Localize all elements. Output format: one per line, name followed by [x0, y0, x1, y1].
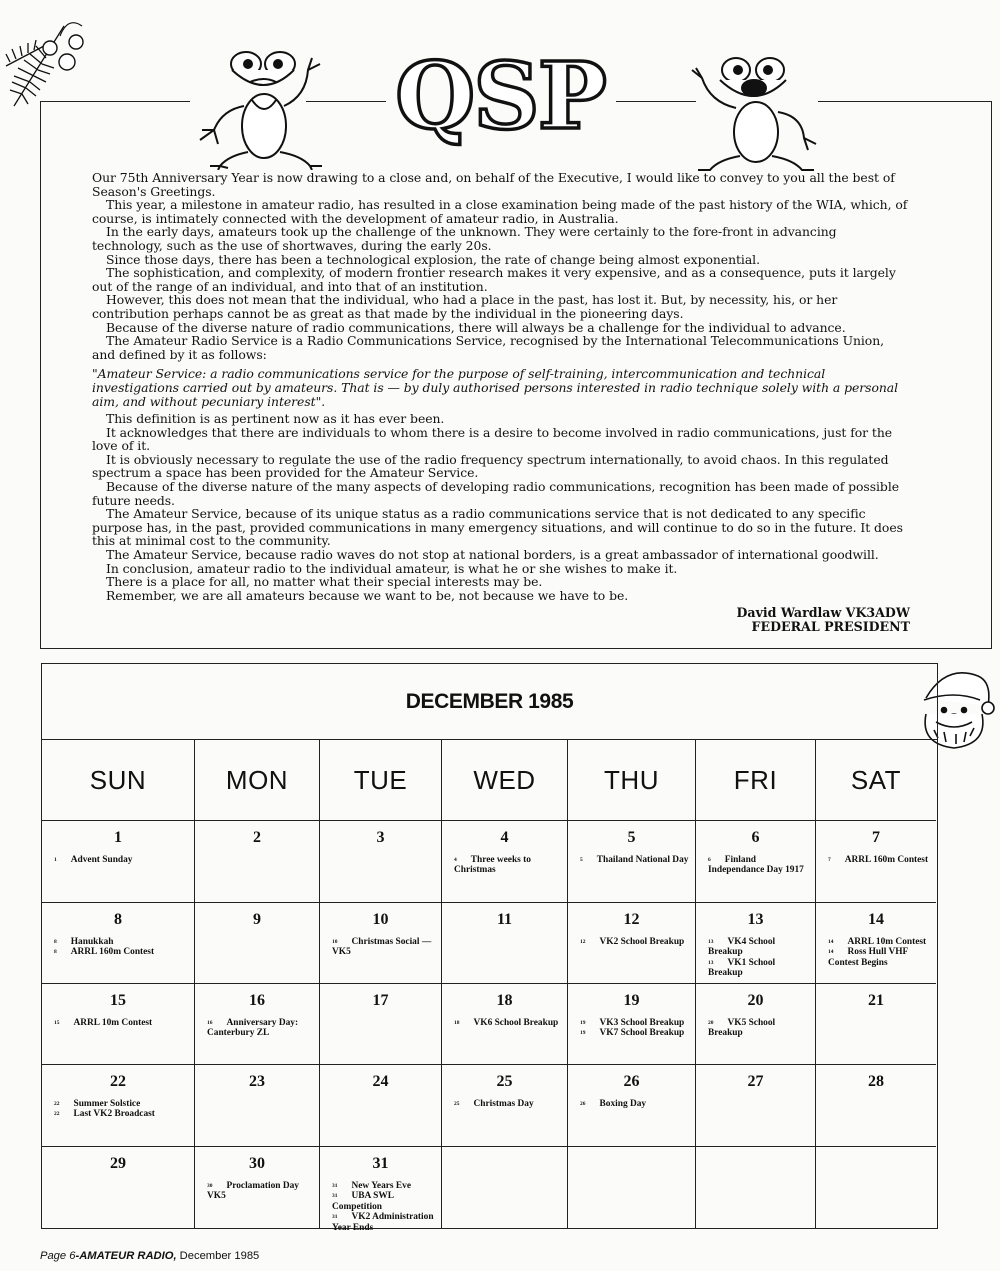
letter-paragraph: It is obviously necessary to regulate the use of the radio frequency spectrum internationally, to avoid chaos. In this regulated spectrum a space has been provided for the Amateur Service.: [92, 451, 889, 481]
event-date-marker: 5: [580, 857, 583, 863]
qsp-logo-text: QSP: [395, 44, 605, 148]
day-number: 23: [249, 1073, 265, 1090]
calendar-event: [580, 1028, 689, 1038]
day-number: 14: [868, 911, 884, 928]
event-date-marker: 19: [580, 1020, 586, 1026]
day-events: [207, 1181, 313, 1202]
calendar-day-cell: [696, 1065, 816, 1147]
letter-paragraph: The Amateur Radio Service is a Radio Communications Service, recognised by the International Telecommunications Union, and defined by it as follows:: [92, 333, 885, 362]
day-events: [828, 855, 930, 865]
event-date-marker: 20: [708, 1020, 714, 1026]
event-label: Finland Independance Day 1917: [708, 855, 804, 876]
day-number: 8: [114, 911, 122, 928]
calendar-day-cell: [320, 1065, 442, 1147]
calendar-event: [54, 947, 188, 957]
day-number: 12: [623, 911, 640, 928]
day-number: 3: [376, 829, 385, 846]
event-date-marker: 18: [454, 1020, 460, 1026]
event-date-marker: 15: [54, 1020, 60, 1026]
calendar-day-cell: [195, 1065, 320, 1147]
event-date-marker: 16: [207, 1020, 213, 1026]
weekday-header: THU: [568, 740, 696, 821]
event-label: ARRL 10m Contest: [847, 937, 927, 947]
signature-name: David Wardlaw VK3ADW: [736, 605, 910, 620]
weekday-header: SUN: [42, 740, 195, 821]
event-date-marker: 8: [54, 939, 57, 945]
event-label: Proclamation Day VK5: [207, 1181, 299, 1202]
signature-block: [736, 606, 910, 635]
calendar-day-cell: [568, 1147, 696, 1228]
event-date-marker: 8: [54, 949, 57, 956]
event-label: VK1 School Breakup: [708, 957, 776, 979]
event-label: VK2 Administration Year Ends: [332, 1212, 434, 1233]
event-date-marker: 4: [454, 857, 457, 863]
event-label: Ross Hull VHF Contest Begins: [828, 947, 908, 968]
calendar-event: [207, 1181, 313, 1202]
calendar-day-cell: [42, 821, 195, 903]
calendar-event: [580, 937, 689, 947]
letter-paragraph: This year, a milestone in amateur radio, has resulted in a close examination being made of the past history of the WIA, which, of course, is intimately connected with the development of amateur radio, in Australia.: [92, 197, 908, 226]
calendar-day-cell: [42, 1065, 195, 1147]
calendar-event: [708, 1018, 809, 1039]
calendar-day-cell: [42, 984, 195, 1065]
calendar-day-cell: [442, 1065, 568, 1147]
event-date-marker: 22: [54, 1111, 60, 1118]
day-number: 30: [249, 1155, 265, 1172]
day-events: [580, 1099, 689, 1109]
day-events: [54, 937, 188, 958]
president-letter: [92, 171, 910, 602]
day-number: 16: [249, 992, 265, 1009]
day-number: 15: [110, 992, 126, 1009]
event-date-marker: 13: [708, 959, 714, 966]
event-date-marker: 26: [580, 1101, 586, 1107]
event-label: Christmas Day: [473, 1099, 534, 1109]
calendar-day-cell: [442, 984, 568, 1065]
letter-paragraph: The sophistication, and complexity, of modern frontier research makes it very expensive, and as a consequence, puts it largely out of the range of an individual, and into that of an institution.: [92, 265, 896, 294]
day-number: 22: [110, 1073, 126, 1090]
event-date-marker: 31: [332, 1193, 338, 1200]
event-label: VK5 School Breakup: [708, 1018, 776, 1039]
day-number: 13: [747, 911, 764, 928]
day-events: [708, 1018, 809, 1039]
day-events: [454, 855, 561, 876]
day-number: 27: [747, 1073, 764, 1090]
day-events: [207, 1018, 313, 1039]
weekday-header: FRI: [696, 740, 816, 821]
holly-decoration-icon: [4, 6, 96, 110]
calendar-event: [54, 1109, 188, 1119]
calendar-day-cell: [442, 903, 568, 984]
calendar-event: [454, 855, 561, 876]
calendar-day-cell: [696, 903, 816, 984]
letter-paragraph: Because of the diverse nature of the many aspects of developing radio communications, recognition has been made of possible future needs.: [92, 479, 900, 508]
event-date-marker: 14: [828, 939, 834, 945]
amateur-service-definition-quote: "Amateur Service: a radio communications service for the purpose of self-training, intercommunication and technical investigations carried out by amateurs. That is — by duly authorised persons interested in radio technique solely with a personal aim, and without pecuniary interest".: [92, 366, 899, 409]
event-label: VK6 School Breakup: [473, 1018, 559, 1028]
event-label: Hanukkah: [70, 937, 114, 947]
calendar-title: DECEMBER 1985: [42, 664, 937, 740]
calendar-day-cell: [568, 903, 696, 984]
calendar-day-cell: [195, 1147, 320, 1228]
event-date-marker: 12: [580, 939, 586, 945]
footer-magazine-name: -AMATEUR RADIO,: [75, 1250, 177, 1262]
calendar-day-cell: [42, 903, 195, 984]
day-events: [708, 855, 809, 876]
calendar-event: [54, 1018, 188, 1028]
event-date-marker: 1: [54, 857, 57, 863]
event-date-marker: 14: [828, 949, 834, 956]
day-number: 11: [496, 911, 513, 928]
event-label: Last VK2 Broadcast: [73, 1109, 155, 1120]
day-events: [54, 1099, 188, 1120]
letter-paragraph: Remember, we are all amateurs because we want to be, not because we have to be.: [106, 587, 629, 603]
event-date-marker: 31: [332, 1183, 338, 1189]
calendar-event: [454, 1018, 561, 1028]
event-label: VK4 School Breakup: [708, 937, 776, 958]
event-label: Christmas Social — VK5: [332, 937, 432, 958]
page-footer: [40, 1250, 259, 1262]
calendar-event: [580, 1018, 689, 1028]
calendar-event: [828, 937, 930, 947]
day-number: 4: [500, 829, 509, 846]
day-number: 17: [372, 992, 389, 1009]
day-number: 20: [747, 992, 764, 1009]
calendar-day-cell: [816, 984, 936, 1065]
calendar-day-cell: [442, 1147, 568, 1228]
calendar-day-cell: [320, 821, 442, 903]
event-label: Boxing Day: [599, 1099, 647, 1109]
day-number: 21: [868, 992, 884, 1009]
calendar-grid: [42, 740, 937, 1233]
day-number: 10: [372, 911, 389, 928]
calendar-event: [580, 1099, 689, 1109]
day-events: [708, 937, 809, 979]
calendar-event: [708, 855, 809, 876]
calendar-event: [708, 958, 809, 979]
day-number: 31: [372, 1155, 389, 1172]
letter-paragraph: It acknowledges that there are individuals to whom there is a desire to become involved in radio communications, just for the love of it.: [92, 424, 893, 454]
letter-paragraph: Because of the diverse nature of radio communications, there will always be a challenge for the individual to advance.: [106, 319, 846, 335]
event-label: Thailand National Day: [596, 855, 689, 865]
letter-paragraph: Since those days, there has been a technological explosion, the rate of change being almost exponential.: [106, 251, 760, 267]
calendar-day-cell: [195, 984, 320, 1065]
event-label: ARRL 160m Contest: [70, 947, 155, 958]
letter-paragraph: There is a place for all, no matter what their special interests may be.: [106, 574, 543, 590]
event-date-marker: 25: [454, 1101, 460, 1107]
letter-paragraph: However, this does not mean that the individual, who had a place in the past, has lost it. But, by necessity, his, or her contribution perhaps cannot be as great as that made by the individual in the pioneering days.: [92, 292, 838, 321]
calendar-event: [332, 937, 435, 958]
event-label: ARRL 10m Contest: [73, 1018, 153, 1028]
day-number: 1: [114, 829, 122, 846]
calendar-day-cell: [442, 821, 568, 903]
calendar-event: [828, 947, 930, 968]
footer-issue-date: December 1985: [176, 1250, 260, 1262]
calendar-event: [332, 1181, 435, 1191]
day-number: 7: [872, 829, 880, 846]
event-label: UBA SWL Competition: [332, 1191, 394, 1212]
december-calendar: [41, 663, 938, 1233]
day-events: [332, 937, 435, 958]
day-number: 2: [253, 829, 261, 846]
weekday-header: MON: [195, 740, 320, 821]
calendar-event: [828, 855, 930, 865]
calendar-event: [54, 937, 188, 947]
calendar-day-cell: [816, 1147, 936, 1228]
event-date-marker: 22: [54, 1101, 60, 1107]
calendar-day-cell: [696, 1147, 816, 1228]
letter-paragraph: The Amateur Service, because radio waves do not stop at national borders, is a great ambassador of international goodwill.: [106, 547, 879, 563]
calendar-event: [332, 1191, 435, 1212]
calendar-day-cell: [816, 821, 936, 903]
event-label: New Years Eve: [351, 1181, 412, 1191]
calendar-event: [454, 1099, 561, 1109]
calendar-event: [54, 1099, 188, 1109]
day-events: [580, 937, 689, 947]
event-label: VK2 School Breakup: [599, 937, 685, 947]
day-number: 6: [751, 829, 760, 846]
signature-title: FEDERAL PRESIDENT: [751, 619, 910, 635]
event-label: Advent Sunday: [70, 855, 133, 865]
day-events: [454, 1018, 561, 1028]
calendar-event: [580, 855, 689, 865]
day-number: 5: [627, 829, 636, 846]
weekday-header: TUE: [320, 740, 442, 821]
calendar-day-cell: [320, 984, 442, 1065]
calendar-day-cell: [696, 984, 816, 1065]
day-number: 26: [623, 1073, 640, 1090]
event-date-marker: 6: [708, 857, 711, 863]
event-date-marker: 30: [207, 1183, 213, 1189]
calendar-event: [332, 1212, 435, 1233]
event-date-marker: 19: [580, 1030, 586, 1037]
event-date-marker: 10: [332, 939, 338, 945]
calendar-day-cell: [568, 821, 696, 903]
letter-paragraph: In conclusion, amateur radio to the individual amateur, is what he or she wishes to make it.: [106, 560, 678, 576]
calendar-day-cell: [696, 821, 816, 903]
day-events: [454, 1099, 561, 1109]
letter-paragraph: In the early days, amateurs took up the challenge of the unknown. They were certainly to the fore-front in advancing technology, such as the use of shortwaves, during the early 20s.: [92, 224, 837, 253]
day-events: [580, 855, 689, 865]
day-events: [828, 937, 930, 968]
day-number: 18: [496, 992, 513, 1009]
day-number: 28: [868, 1073, 884, 1090]
day-number: 19: [623, 992, 640, 1009]
event-label: Three weeks to Christmas: [454, 855, 531, 876]
calendar-day-cell: [816, 1065, 936, 1147]
calendar-day-cell: [816, 903, 936, 984]
event-label: VK3 School Breakup: [599, 1018, 685, 1028]
weekday-header: SAT: [816, 740, 936, 821]
event-date-marker: 7: [828, 857, 831, 863]
day-events: [332, 1181, 435, 1233]
day-number: 29: [110, 1155, 126, 1172]
calendar-day-cell: [320, 903, 442, 984]
event-label: ARRL 160m Contest: [844, 855, 929, 865]
footer-page-number: Page 6: [40, 1250, 76, 1262]
letter-paragraph: This definition is as pertinent now as it has ever been.: [106, 411, 445, 427]
calendar-day-cell: [195, 821, 320, 903]
day-number: 25: [496, 1073, 513, 1090]
calendar-day-cell: [568, 1065, 696, 1147]
calendar-event: [54, 855, 188, 865]
calendar-event: [207, 1018, 313, 1039]
weekday-header: WED: [442, 740, 568, 821]
letter-paragraph: Our 75th Anniversary Year is now drawing to a close and, on behalf of the Executive, I would like to convey to you all the best of Season's Greetings.: [92, 170, 895, 199]
event-date-marker: 31: [332, 1214, 338, 1221]
day-number: 24: [372, 1073, 389, 1090]
event-label: Summer Solstice: [73, 1099, 141, 1109]
event-date-marker: 13: [708, 939, 714, 945]
calendar-day-cell: [42, 1147, 195, 1228]
event-label: VK7 School Breakup: [599, 1028, 685, 1039]
calendar-day-cell: [320, 1147, 442, 1233]
event-label: Anniversary Day: Canterbury ZL: [207, 1018, 299, 1039]
day-events: [54, 855, 188, 865]
day-number: 9: [253, 911, 261, 928]
calendar-day-cell: [195, 903, 320, 984]
day-events: [54, 1018, 188, 1028]
letter-paragraph: The Amateur Service, because of its unique status as a radio communications service that is not dedicated to any specific purpose has, in the past, provided communications in many emergency situations, and will continue to do so in the future. It does this at minimal cost to the community.: [92, 506, 903, 549]
day-events: [580, 1018, 689, 1039]
calendar-day-cell: [568, 984, 696, 1065]
calendar-event: [708, 937, 809, 958]
